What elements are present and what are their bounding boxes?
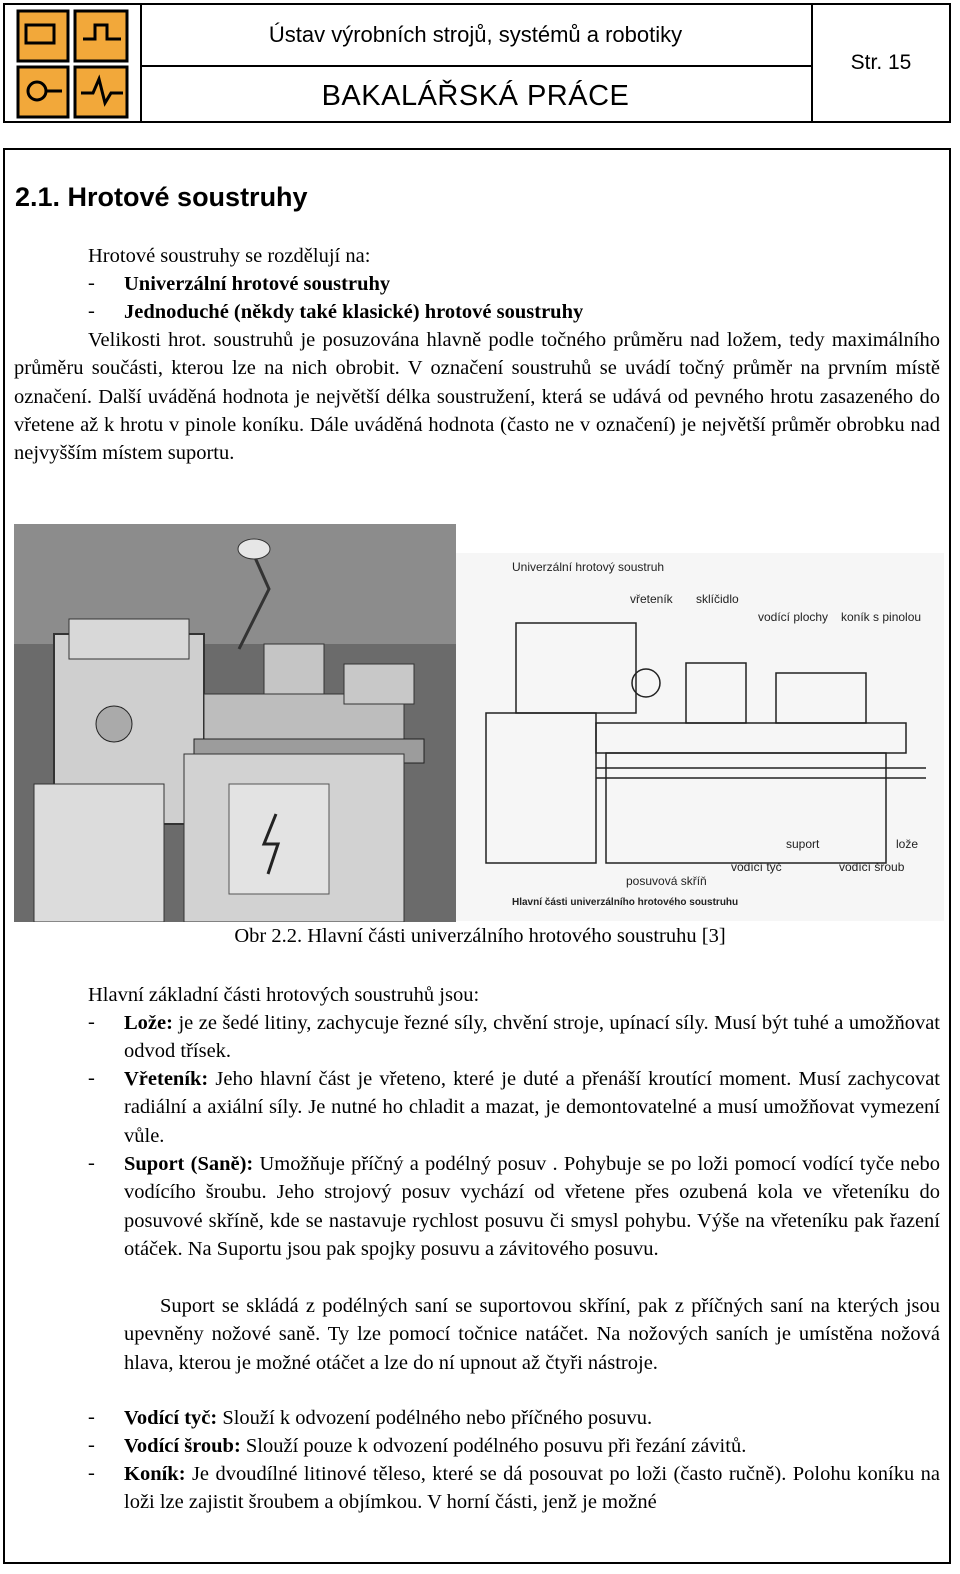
drawing-bottom-label: Hlavní části univerzálního hrotového soustruhu [512, 897, 739, 908]
list-dash: - [88, 300, 95, 322]
lathe-drawing [456, 553, 944, 921]
institute-logo [5, 5, 142, 121]
page-number: Str. 15 [850, 51, 912, 74]
drawing-title: Univerzální hrotový soustruh [512, 560, 665, 574]
label-loze: lože [896, 837, 919, 851]
page-header [3, 3, 951, 123]
label-vretenik: vřeteník [630, 592, 673, 606]
part-item-loze: Lože: je ze šedé litiny, zachycuje řezné síly, chvění stroje, upínací síly. Musí být tuhé a umožňovat odvod třísek. [124, 1012, 940, 1063]
types-intro: Hrotové soustruhy se rozdělují na: [88, 245, 371, 267]
part-item-konik: Koník: Je dvoudílné litinové těleso, které se dá posouvat po loži (často ručně). Polohu koníku na loži lze zajistit šroubem a objímkou. V horní části, jenž je možné [124, 1463, 940, 1514]
label-suport: suport [786, 837, 820, 851]
section-heading: 2.1. Hrotové soustruhy [15, 182, 308, 212]
list-dash: - [88, 272, 95, 294]
label-vodici-plochy: vodící plochy [758, 610, 829, 624]
part-item-vretenik: Vřeteník: Jeho hlavní část je vřeteno, které je duté a přenáší kroutící moment. Musí zachycovat radiální a axiální síly. Je nutné ho chladit a mazat, je demontovatelné a musí umožňovat vymezení vůle. [124, 1068, 940, 1147]
type-item: Jednoduché (někdy také klasické) hrotové soustruhy [124, 301, 584, 323]
part-item-vodici-sroub: Vodící šroub: Slouží pouze k odvození podélného posuvu při řezání závitů. [124, 1435, 747, 1457]
list-dash: - [88, 1067, 95, 1089]
part-item-vodici-tyc: Vodící tyč: Slouží k odvození podélného nebo příčného posuvu. [124, 1407, 653, 1429]
institute-name: Ústav výrobních strojů, systémů a robotiky [140, 5, 811, 67]
lathe-photo [14, 524, 456, 922]
part-item-suport: Suport (Saně): Umožňuje příčný a podélný posuv . Pohybuje se po loži pomocí vodící tyče nebo vodícího šroubu. Jeho strojový posuv vychází od vřetene přes ozubená kola ve vřeteníku do posuvové skříně, kde se nastavuje rychlost posuvu či smysl pohybu. Výše na vřeteníku pak řazení otáček. Na Suportu jsou pak spojky posuvu a závitového posuvu. [124, 1153, 940, 1260]
suport-detail-paragraph: Suport se skládá z podélných saní se suportovou skříní, pak z příčných saní na kterých jsou upevněny nožové saně. Ty lze pomocí točnice natáčet. Na nožových saních je umístěna nožová hlava, kterou je možné otáčet a lze do ní upnout až čtyři nástroje. [124, 1295, 940, 1374]
list-dash: - [88, 1462, 95, 1484]
size-paragraph: Velikosti hrot. soustruhů je posuzována hlavně podle točného průměru nad ložem, tedy maximálního průměru součásti, kterou lze na nich obrobit. V označení soustruhů se uvádí točný průměr na prvním místě označení. Další uváděná hodnota je největší délka soustružení, která se udává od pevného hrotu zasazeného do vřetene až k hrotu v pinole koníku. Dále uváděná hodnota (často ne v označení) je největší průměr obrobku nad nejvyšším místem suportu. [14, 329, 940, 465]
type-item: Univerzální hrotové soustruhy [124, 273, 391, 295]
list-dash: - [88, 1011, 95, 1033]
thesis-type: BAKALÁŘSKÁ PRÁCE [321, 80, 630, 112]
parts-intro: Hlavní základní části hrotových soustruhů jsou: [88, 984, 480, 1006]
label-vodici-tyc: vodící tyč [731, 860, 782, 874]
institute-logo-icon [5, 5, 140, 121]
header-title-cell [140, 5, 813, 121]
list-dash: - [88, 1152, 95, 1174]
list-dash: - [88, 1434, 95, 1456]
figure-caption: Obr 2.2. Hlavní části univerzálního hrotového soustruhu [3] [234, 925, 726, 947]
label-konik: koník s pinolou [841, 610, 922, 624]
list-dash: - [88, 1406, 95, 1428]
label-sklicidlo: sklíčidlo [696, 592, 739, 606]
label-posuvova-skrin: posuvová skříň [626, 874, 707, 888]
label-vodici-sroub: vodící šroub [839, 860, 905, 874]
